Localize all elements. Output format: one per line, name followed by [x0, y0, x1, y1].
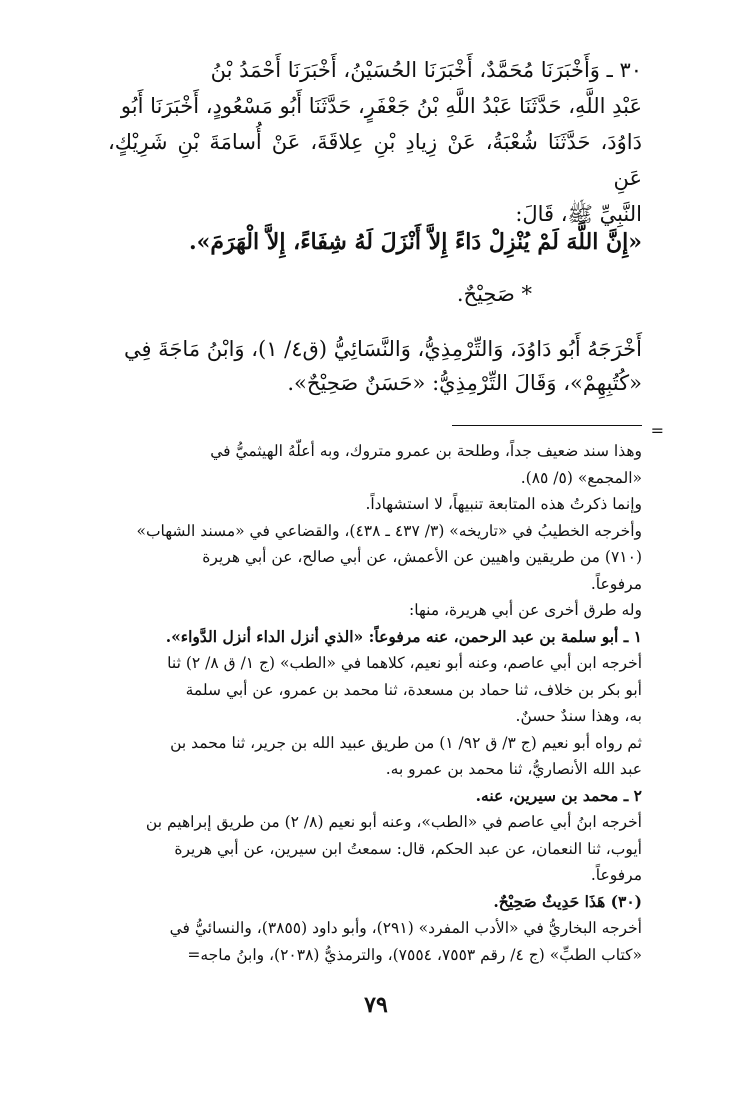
- isnad-line-3: دَاوُدَ، حَدَّثَنَا شُعْبَةُ، عَنْ زِيادِ بْنِ عِلاقَةَ، عَنْ أُسامَةَ بْنِ شَرِيْكٍ، عَنِ: [108, 130, 642, 190]
- page-number: ٧٩: [364, 992, 388, 1018]
- takhrij-line-1: أَخْرَجَهُ أَبُو دَاوُدَ، وَالتِّرْمِذِيُّ، وَالنَّسَائِيُّ (ق٤/ ١)، وَابْنُ مَاجَةَ فِي: [123, 337, 642, 361]
- footnote-line: «المجمع» (٥/ ٨٥).: [520, 468, 642, 487]
- footnote-continuation-mark: =: [650, 421, 664, 440]
- footnotes: [108, 438, 642, 968]
- footnote-line: عبد الله الأنصاريُّ، ثنا محمد بن عمرو به.: [385, 760, 642, 778]
- footnote-line: ١ ـ أبو سلمة بن عبد الرحمن، عنه مرفوعاً: «الذي أنزل الداء أنزل الدَّواء».: [165, 626, 642, 646]
- footnote-line: به، وهذا سندٌ حسنٌ.: [515, 707, 642, 725]
- footnote-line: وأخرجه الخطيبُ في «تاريخه» (٣/ ٤٣٧ ـ ٤٣٨)، والقضاعي في «مسند الشهاب»: [136, 521, 642, 540]
- footnote-line: ثم رواه أبو نعيم (ج ٣/ ق ٩٢/ ١) من طريق عبيد الله بن جرير، ثنا محمد بن: [170, 733, 642, 752]
- isnad-line-4: النَّبِيِّ ﷺ، قَالَ:: [515, 202, 642, 226]
- isnad-line-1: ٣٠ ـ وَأَخْبَرَنَا مُحَمَّدٌ، أَخْبَرَنَا الحُسَيْنُ، أَخْبَرَنَا أَحْمَدُ بْنُ: [210, 58, 642, 82]
- hadith-takhrij: [108, 332, 642, 400]
- hadith-matn: «إِنَّ اللَّهَ لَمْ يُنْزِلْ دَاءً إِلاَّ أَنْزَلَ لَهُ شِفَاءً، إِلاَّ الْهَرَمَ».: [189, 229, 642, 255]
- footnote-line: ٢ ـ محمد بن سيرين، عنه.: [475, 785, 642, 805]
- footnote-line: وله طرق أخرى عن أبي هريرة، منها:: [409, 601, 642, 619]
- footnote-line: (٧١٠) من طريقين واهيين عن الأعمش، عن أبي صالح، عن أبي هريرة: [202, 548, 642, 566]
- footnote-line: «كتاب الطبِّ» (ج ٤/ رقم ٧٥٥٣، ٧٥٥٤)، والترمذيُّ (٢٠٣٨)، وابنُ ماجه=: [187, 945, 642, 964]
- footnote-line: مرفوعاً.: [590, 574, 642, 593]
- footnote-line: وهذا سند ضعيف جداً، وطلحة بن عمرو متروك، وبه أعلّهُ الهيثميُّ في: [210, 442, 642, 460]
- footnote-line: مرفوعاً.: [590, 866, 642, 884]
- footnote-line: أخرجه ابن أبي عاصم، وعنه أبو نعيم، كلاهما في «الطب» (ج ١/ ق ٨/ ٢) ثنا: [167, 654, 642, 672]
- footnote-line: وإنما ذكرتُ هذه المتابعة تنبيهاً، لا استشهاداً.: [365, 495, 642, 513]
- footnote-line: أبو بكر بن خلاف، ثنا حماد بن مسعدة، ثنا محمد بن عمرو، عن أبي سلمة: [185, 680, 642, 699]
- hadith-isnad: [108, 52, 642, 232]
- hadith-verdict: * صَحِيْحٌ.: [456, 282, 532, 306]
- takhrij-line-2: «كُتُبِهِمْ»، وَقَالَ التِّرْمِذِيُّ: «حَسَنٌ صَحِيْحٌ».: [287, 371, 642, 395]
- isnad-line-2: عَبْدِ اللَّهِ، حَدَّثَنَا عَبْدُ اللَّهِ بْنُ جَعْفَرٍ، حَدَّثَنَا أَبُو مَسْعُودٍ، أَخْبَرَنَا أَبُو: [120, 94, 642, 118]
- footnote-line: (٣٠) هَذَا حَدِيثٌ صَحِيْحٌ.: [493, 891, 642, 911]
- footnote-line: أخرجه ابنُ أبي عاصم في «الطب»، وعنه أبو نعيم (٨/ ٢) من طريق إبراهيم بن: [145, 813, 642, 831]
- footnote-line: أيوب، ثنا النعمان، عن عبد الحكم، قال: سمعتُ ابن سيرين، عن أبي هريرة: [174, 839, 642, 858]
- footnote-separator: [452, 425, 642, 426]
- footnote-line: أخرجه البخاريُّ في «الأدب المفرد» (٢٩١)، وأبو داود (٣٨٥٥)، والنسائيُّ في: [169, 919, 642, 937]
